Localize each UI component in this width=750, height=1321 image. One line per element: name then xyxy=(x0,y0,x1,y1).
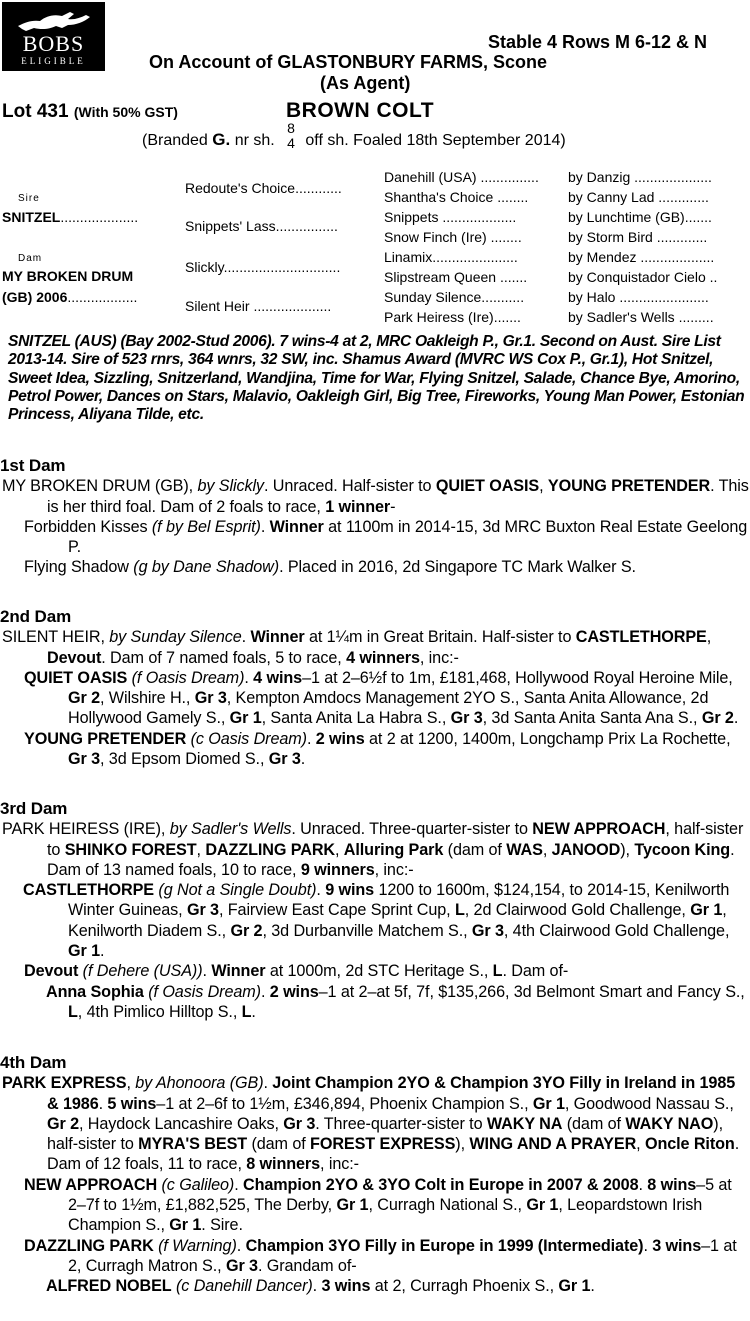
text-run: PARK HEIRESS (IRE), xyxy=(2,820,170,839)
dam-entry xyxy=(0,819,750,880)
produce-entry xyxy=(0,880,750,961)
text-run: by Sadler's Wells xyxy=(169,820,292,839)
text-run: 9 winners xyxy=(300,860,375,879)
produce-entry xyxy=(0,1236,750,1277)
section-heading: 1st Dam xyxy=(0,456,66,475)
text-run: Winner xyxy=(269,517,324,536)
text-run: 9 wins xyxy=(325,881,375,900)
sire-name: SNITZEL xyxy=(2,209,61,225)
gen4-row: by Sadler's Wells ......... xyxy=(568,309,714,325)
text-run: Gr 1 xyxy=(558,1277,591,1296)
text-run: 2 wins xyxy=(269,982,319,1001)
gen4-name: by Sadler's Wells xyxy=(568,309,675,325)
gen2-name: Snippets' Lass xyxy=(185,218,276,234)
gen3-name: Shantha's Choice xyxy=(384,189,494,205)
text-run: . xyxy=(241,628,251,647)
text-run: 4 wins xyxy=(253,668,303,687)
text-run: ), xyxy=(620,840,635,859)
gen4-name: by Canny Lad xyxy=(568,189,655,205)
text-run: , Kempton Amdocs Management 2YO S., Santa Anita Allowance, 2d Hollywood Gamely S., xyxy=(68,689,709,728)
gen4-row: by Canny Lad ............. xyxy=(568,189,709,205)
text-run: . xyxy=(244,668,254,687)
text-run: 1200 to 1600m, $124,154, to 2014-15, Kenilworth Winter Guineas, xyxy=(68,881,730,920)
text-run: , 4th Clairwood Gold Challenge, xyxy=(503,921,730,940)
text-run: , Fairview East Cape Sprint Cup, xyxy=(218,901,455,920)
text-run: WAS xyxy=(506,840,543,859)
text-run: Champion 2YO & 3YO Colt in Europe in 2007 & 2008 xyxy=(242,1175,639,1194)
text-run: , Kenilworth Diadem S., xyxy=(68,901,727,940)
text-run: Gr 1 xyxy=(336,1196,369,1215)
gen3-row: Shantha's Choice ........ xyxy=(384,189,529,205)
text-run: Flying Shadow xyxy=(24,558,134,577)
gen4-name: by Danzig xyxy=(568,169,631,185)
text-run: at 2 at 1200, 1400m, Longchamp Prix La Rochette, xyxy=(364,729,731,748)
gen4-name: by Halo xyxy=(568,289,616,305)
text-run: SILENT HEIR, xyxy=(2,628,110,647)
text-run: 3 wins xyxy=(321,1277,371,1296)
text-run: . xyxy=(306,729,316,748)
text-run: (g by Dane Shadow) xyxy=(133,558,280,577)
brand-post: off sh. Foaled 18th September 2014) xyxy=(305,132,566,149)
gen3-name: Slipstream Queen xyxy=(384,269,497,285)
text-run: . xyxy=(236,1236,246,1255)
produce-entry xyxy=(0,517,750,558)
gen4-row: by Storm Bird ............. xyxy=(568,229,708,245)
produce-entry xyxy=(0,557,750,577)
section-heading: 2nd Dam xyxy=(0,607,72,626)
bobs-logo xyxy=(2,2,105,71)
gen3-row: Danehill (USA) ............... xyxy=(384,169,539,185)
text-run: –1 at 2–6½f to 1m, £181,468, Hollywood Royal Heroine Mile, xyxy=(302,668,733,687)
text-run: , Wilshire H., xyxy=(100,689,195,708)
gen4-name: by Conquistador Cielo xyxy=(568,269,706,285)
section-heading: 3rd Dam xyxy=(0,799,68,818)
gen4-row: by Danzig .................... xyxy=(568,169,712,185)
text-run: . xyxy=(643,1236,653,1255)
text-run: (f by Bel Esprit) xyxy=(151,517,261,536)
text-run: - xyxy=(390,497,396,516)
text-run: L xyxy=(68,1002,78,1021)
text-run: , 2d Clairwood Gold Challenge, xyxy=(464,901,691,920)
text-run: FOREST EXPRESS xyxy=(310,1135,456,1154)
text-run: Devout xyxy=(47,648,102,667)
brand-mid: nr sh. xyxy=(234,132,275,149)
text-run: . Dam of 12 foals, 11 to race, xyxy=(47,1135,740,1174)
text-run: (c Oasis Dream) xyxy=(190,729,307,748)
text-run: –1 at 2–at 5f, 7f, $135,266, 3d Belmont Smart and Fancy S., xyxy=(318,982,745,1001)
logo-brand: BOBS xyxy=(22,31,85,56)
gen3-row: Snippets ................... xyxy=(384,209,517,225)
agent-line: (As Agent) xyxy=(320,73,411,93)
gen3-name: Danehill (USA) xyxy=(384,169,477,185)
text-run: . xyxy=(202,962,212,981)
produce-entry xyxy=(0,982,750,1023)
fourth-dam-section xyxy=(0,1053,750,1297)
gen3-row: Linamix...................... xyxy=(384,249,518,265)
text-run: Gr 3 xyxy=(268,750,301,769)
sire-summary: SNITZEL (AUS) (Bay 2002-Stud 2006). 7 wins-4 at 2, MRC Oakleigh P., Gr.1. Second on Aust. Sire List 2013-14. Sire of 523 rnrs, 364 wnrs, 32 SW, inc. Shamus Award (MVRC WS Cox P., Gr.1), Hot Snitzel, Sweet Idea, Sizzling, Snitzerland, Wandjina, Time for War, Flying Snitzel, Salade, Chance Bye, Amorino, Petrol Power, Dances on Stars, Malavio, Oakleigh Girl, Big Tree, Fireworks, Young Man Power, Estonian Princess, Aliyana Tilde, etc. xyxy=(8,333,745,424)
text-run: , Haydock Lancashire Oaks, xyxy=(79,1114,284,1133)
text-run: CASTLETHORPE xyxy=(575,628,707,647)
text-run: Gr 1 xyxy=(690,901,723,920)
text-run: . Dam of- xyxy=(502,962,569,981)
text-run: . xyxy=(263,1074,273,1093)
gen2-name: Slickly xyxy=(185,259,224,275)
dam-entry xyxy=(0,627,750,668)
text-run: DAZZLING PARK xyxy=(24,1236,154,1255)
text-run: 4 winners xyxy=(346,648,420,667)
text-run: Joint Champion 2YO & Champion 3YO Filly in Ireland in 1985 & 1986 xyxy=(47,1074,736,1113)
text-run: Gr 3 xyxy=(450,709,483,728)
text-run: . This is her third foal. Dam of 2 foals to race, xyxy=(47,477,749,516)
text-run: WAKY NAO xyxy=(625,1114,714,1133)
text-run: by Sunday Silence xyxy=(109,628,242,647)
text-run: (c Danehill Dancer) xyxy=(176,1277,313,1296)
text-run: , xyxy=(539,477,548,496)
text-run: , xyxy=(196,840,206,859)
text-run: . xyxy=(638,1175,648,1194)
dam-entry xyxy=(0,476,750,517)
sire-name-row: SNITZEL.................... xyxy=(2,209,139,225)
first-dam-section xyxy=(0,456,750,578)
text-run: . Placed in 2016, 2d Singapore TC Mark Walker S. xyxy=(279,558,636,577)
produce-entry xyxy=(0,961,750,981)
text-run: MYRA'S BEST xyxy=(138,1135,248,1154)
text-run: Gr 3 xyxy=(471,921,504,940)
text-run: Gr 2 xyxy=(230,921,263,940)
text-run: . Grandam of- xyxy=(257,1256,357,1275)
vendor-line: On Account of GLASTONBURY FARMS, Scone xyxy=(149,52,548,72)
text-run: . Unraced. Half-sister to xyxy=(263,477,436,496)
text-run: NEW APPROACH xyxy=(24,1175,158,1194)
text-run: (f Dehere (USA)) xyxy=(82,962,203,981)
gst-note: (With 50% GST) xyxy=(73,104,178,120)
text-run: Champion 3YO Filly in Europe in 1999 (Intermediate) xyxy=(245,1236,644,1255)
text-run: WING AND A PRAYER xyxy=(469,1135,637,1154)
text-run: JANOOD xyxy=(551,840,621,859)
gen4-row: by Halo ....................... xyxy=(568,289,709,305)
text-run: . xyxy=(260,517,270,536)
brand-den: 4 xyxy=(287,134,295,151)
text-run: Anna Sophia xyxy=(46,982,144,1001)
text-run: . xyxy=(234,1175,243,1194)
text-run: –5 at 2–7f to 1½m, £1,882,525, The Derby, xyxy=(68,1175,732,1215)
text-run: Winner xyxy=(211,962,266,981)
text-run: NEW APPROACH xyxy=(532,820,666,839)
text-run: , 3d Epsom Diomed S., xyxy=(100,750,269,769)
text-run: at 1¼m in Great Britain. Half-sister to xyxy=(304,628,576,647)
gen2-name: Redoute's Choice xyxy=(185,180,296,196)
text-run: at 2, Curragh Phoenix S., xyxy=(370,1277,559,1296)
gen4-name: by Mendez xyxy=(568,249,637,265)
text-run: by Slickly xyxy=(197,477,264,496)
text-run: , Goodwood Nassau S., xyxy=(564,1094,734,1113)
text-run: L xyxy=(241,1002,252,1021)
second-dam-section xyxy=(0,607,750,769)
text-run: Gr 3 xyxy=(194,689,227,708)
text-run: Gr 1 xyxy=(526,1196,559,1215)
section-heading: 4th Dam xyxy=(0,1053,67,1072)
gen3-row: Slipstream Queen ....... xyxy=(384,269,528,285)
text-run: (f Warning) xyxy=(158,1236,237,1255)
gen3-name: Linamix xyxy=(384,249,433,265)
text-run: , inc:- xyxy=(374,860,414,879)
text-run: Gr 1 xyxy=(532,1094,565,1113)
gen3-row: Sunday Silence........... xyxy=(384,289,525,305)
gen2-row: Redoute's Choice............ xyxy=(185,180,342,196)
text-run: QUIET OASIS xyxy=(435,477,540,496)
gen3-name: Sunday Silence xyxy=(384,289,482,305)
text-run: Oncle Riton xyxy=(644,1135,735,1154)
gen2-row: Slickly.............................. xyxy=(185,259,341,275)
text-run: Gr 3 xyxy=(283,1114,316,1133)
text-run: , 3d Santa Anita Santa Ana S., xyxy=(482,709,702,728)
produce-entry xyxy=(0,729,750,770)
text-run: YOUNG PRETENDER xyxy=(24,729,187,748)
text-run: Gr 2 xyxy=(68,689,100,708)
text-run: 1 winner xyxy=(325,497,391,516)
gen4-name: by Lunchtime (GB) xyxy=(568,209,685,225)
text-run: Winner xyxy=(250,628,305,647)
text-run: , Curragh National S., xyxy=(368,1196,527,1215)
text-run: . xyxy=(300,750,306,769)
text-run: ALFRED NOBEL xyxy=(46,1277,172,1296)
text-run: YOUNG PRETENDER xyxy=(547,477,711,496)
text-run: . Unraced. Three-quarter-sister to xyxy=(291,820,533,839)
gen4-name: by Storm Bird xyxy=(568,229,653,245)
text-run: (f Oasis Dream) xyxy=(131,668,245,687)
text-run: WAKY NA xyxy=(486,1114,563,1133)
brand-num: 8 xyxy=(287,119,295,136)
dam-entry xyxy=(0,1073,750,1174)
text-run: Forbidden Kisses xyxy=(24,517,152,536)
gen3-row: Park Heiress (Ire)....... xyxy=(384,309,521,325)
text-run: . xyxy=(98,1094,108,1113)
text-run: Gr 3 xyxy=(225,1256,258,1275)
text-run: QUIET OASIS xyxy=(24,668,128,687)
text-run: DAZZLING PARK xyxy=(205,840,335,859)
text-run: –1 at 2, Curragh Matron S., xyxy=(68,1236,737,1275)
text-run: 3 wins xyxy=(652,1236,702,1255)
gen3-name: Park Heiress (Ire) xyxy=(384,309,494,325)
text-run: Gr 3 xyxy=(68,750,100,769)
logo-sub: ELIGIBLE xyxy=(21,56,86,66)
lot-number xyxy=(2,101,178,123)
text-run: Gr 2 xyxy=(701,709,734,728)
text-run: Gr 2 xyxy=(47,1114,79,1133)
text-run: Gr 1 xyxy=(229,709,262,728)
gen2-name: Silent Heir xyxy=(185,298,250,314)
text-run: , xyxy=(706,628,712,647)
text-run: . xyxy=(251,1002,256,1021)
text-run: (dam of xyxy=(443,840,507,859)
lot-label: Lot 431 xyxy=(2,101,69,122)
text-run: . Dam of 7 named foals, 5 to race, xyxy=(101,648,347,667)
text-run: (c Galileo) xyxy=(161,1175,235,1194)
text-run: at 1100m in 2014-15, 3d MRC Buxton Real Estate Geelong P. xyxy=(68,517,748,557)
text-run: CASTLETHORPE xyxy=(23,881,155,900)
text-run: , xyxy=(126,1074,136,1093)
text-run: . xyxy=(316,881,326,900)
text-run: , Santa Anita La Habra S., xyxy=(261,709,451,728)
gen4-row: by Lunchtime (GB)....... xyxy=(568,209,712,225)
dam-year-row: (GB) 2006.................. xyxy=(2,289,138,305)
text-run: (g Not a Single Doubt) xyxy=(158,881,317,900)
gen3-name: Snow Finch (Ire) xyxy=(384,229,487,245)
brand-line xyxy=(142,119,566,151)
text-run: Tycoon King xyxy=(634,840,731,859)
text-run: , Leopardstown Irish Champion S., xyxy=(68,1196,703,1235)
brand-pre: (Branded xyxy=(142,132,208,149)
produce-entry xyxy=(0,668,750,729)
text-run: ), half-sister to xyxy=(47,1114,723,1154)
text-run: . xyxy=(100,942,105,961)
text-run: (dam of xyxy=(247,1135,311,1154)
text-run: Gr 1 xyxy=(169,1216,202,1235)
dam-label: Dam xyxy=(18,253,43,264)
text-run: , xyxy=(542,840,552,859)
text-run: SHINKO FOREST xyxy=(64,840,197,859)
text-run: . xyxy=(590,1277,595,1296)
text-run: L xyxy=(454,901,465,920)
produce-entry xyxy=(0,1276,750,1296)
text-run: . xyxy=(312,1277,322,1296)
text-run: , xyxy=(335,840,344,859)
text-run: PARK EXPRESS xyxy=(2,1074,127,1093)
text-run: (dam of xyxy=(562,1114,626,1133)
text-run: . xyxy=(260,982,270,1001)
brand-fraction xyxy=(287,121,295,151)
text-run: , half-sister to xyxy=(47,820,744,859)
text-run: 8 wins xyxy=(647,1175,697,1194)
gen2-row: Silent Heir .................... xyxy=(185,298,332,314)
text-run: , 3d Durbanville Matchem S., xyxy=(262,921,472,940)
text-run: . Dam of 13 named foals, 10 to race, xyxy=(47,840,735,879)
text-run: at 1000m, 2d STC Heritage S., xyxy=(265,962,493,981)
text-run: ), xyxy=(455,1135,470,1154)
text-run: 2 wins xyxy=(315,729,365,748)
dam-year: (GB) 2006 xyxy=(2,289,68,305)
text-run: L xyxy=(492,962,503,981)
text-run: Devout xyxy=(24,962,79,981)
text-run: . Sire. xyxy=(201,1216,243,1235)
gen4-row: by Conquistador Cielo .. xyxy=(568,269,718,285)
text-run: Gr 1 xyxy=(68,942,100,961)
gen3-row: Snow Finch (Ire) ........ xyxy=(384,229,522,245)
dam-name: MY BROKEN DRUM xyxy=(2,268,134,284)
sire-label: Sire xyxy=(18,193,40,204)
text-run: , inc:- xyxy=(320,1155,359,1174)
text-run: Gr 3 xyxy=(186,901,219,920)
text-run: , xyxy=(636,1135,645,1154)
text-run: Alluring Park xyxy=(343,840,444,859)
gen4-row: by Mendez ................... xyxy=(568,249,715,265)
text-run: . xyxy=(733,709,739,728)
text-run: . Three-quarter-sister to xyxy=(315,1114,487,1133)
produce-entry xyxy=(0,1175,750,1236)
text-run: by Ahonoora (GB) xyxy=(135,1074,264,1093)
stable-location: Stable 4 Rows M 6-12 & N xyxy=(488,32,708,52)
text-run: 5 wins xyxy=(107,1094,157,1113)
lot-title: BROWN COLT xyxy=(286,99,435,122)
text-run: MY BROKEN DRUM (GB), xyxy=(2,477,198,496)
brand-glyph: G. xyxy=(212,130,231,149)
third-dam-section xyxy=(0,799,750,1022)
text-run: (f Oasis Dream) xyxy=(148,982,261,1001)
text-run: , inc:- xyxy=(419,648,459,667)
gen2-row: Snippets' Lass................ xyxy=(185,218,338,234)
text-run: –1 at 2–6f to 1½m, £346,894, Phoenix Champion S., xyxy=(156,1094,533,1113)
text-run: , 4th Pimlico Hilltop S., xyxy=(77,1002,242,1021)
text-run: 8 winners xyxy=(246,1155,321,1174)
gen3-name: Snippets xyxy=(384,209,439,225)
